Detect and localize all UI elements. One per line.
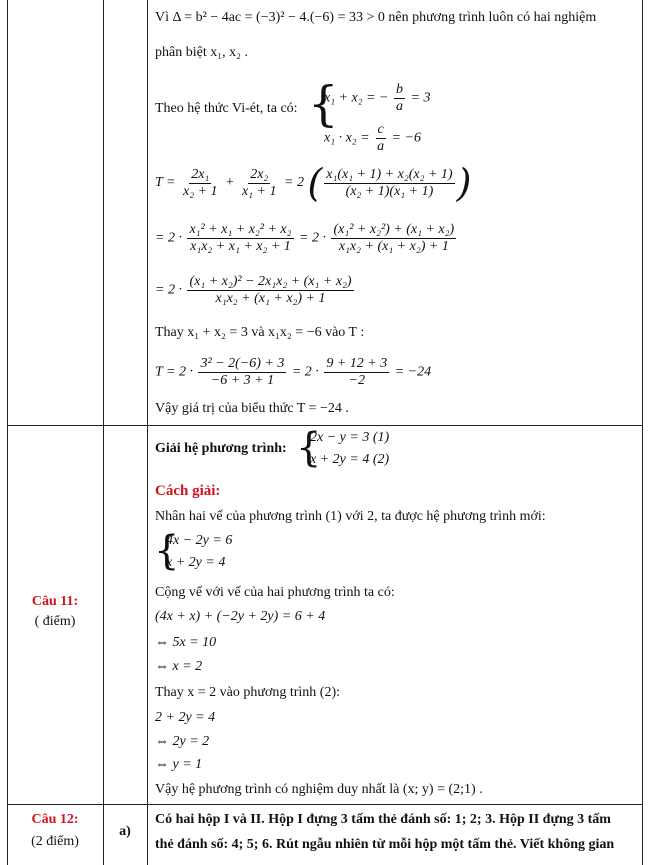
new-equation-1: 4x − 2y = 6 bbox=[166, 533, 233, 548]
vieta-intro: Theo hệ thức Vi-ét, ta có: bbox=[155, 101, 298, 116]
sum-equation: (4x + x) + (−2y + 2y) = 6 + 4 bbox=[155, 609, 326, 624]
table-border-right bbox=[642, 0, 643, 865]
part-a-label: a) bbox=[119, 824, 131, 839]
question-11-label bbox=[7, 594, 103, 630]
vieta-system bbox=[308, 70, 448, 154]
expression-t-line1: T = $\frac{\text{2x₁}}{\text{x₂ + 1}}$ + $\frac{\text{2x₂}}{\text{x₁ + 1}}$ = 2 ( $\frac{\text{x₁(x₁ + 1) + x₂(x₂ + 1)}}{\text{(x₂ + 1)(x₁ + 1)}}$ ) bbox=[155, 161, 472, 205]
system-brace: { bbox=[296, 425, 322, 471]
question-12-label bbox=[7, 812, 103, 850]
equation-1: 2x − y = 3 (1) bbox=[310, 430, 390, 445]
system-brace: { bbox=[154, 528, 180, 574]
system-brace: { bbox=[308, 76, 339, 132]
result-2y: ⇔ 2y = 2 bbox=[155, 734, 210, 749]
question-12-points: (2 điểm) bbox=[31, 834, 79, 849]
system-solution: Vậy hệ phương trình có nghiệm duy nhất là (x; y) = (2;1) . bbox=[155, 782, 483, 797]
expression-t-evaluated: T = 2 · $\frac{\text{3² − 2(−6) + 3}}{-6 + 3 + 1}$ = 2 · $\frac{9 + 12 + 3}{-2}$ = −24 bbox=[155, 356, 432, 388]
problem-statement: Giải hệ phương trình: bbox=[155, 441, 287, 456]
question-12-title: Câu 12: bbox=[31, 812, 79, 827]
new-equation-2: x + 2y = 4 bbox=[166, 555, 226, 570]
new-system bbox=[154, 528, 274, 575]
question-12-text-line2: thẻ đánh số: 4; 5; 6. Rút ngẫu nhiên từ mỗi hộp một tấm thẻ. Viết không gian bbox=[155, 837, 615, 852]
value-conclusion: Vậy giá trị của biểu thức T = −24 . bbox=[155, 401, 349, 416]
result-x: ⇔ x = 2 bbox=[155, 659, 203, 674]
distinct-roots-line: phân biệt x₁, x₂ . bbox=[155, 45, 248, 60]
given-system bbox=[296, 425, 446, 472]
row-divider-1 bbox=[7, 425, 643, 426]
result-y: ⇔ y = 1 bbox=[155, 757, 203, 772]
subst-equation: 2 + 2y = 4 bbox=[155, 710, 216, 725]
question-11-title: Câu 11: bbox=[31, 594, 79, 609]
row-divider-2 bbox=[7, 804, 643, 805]
expression-t-line2: = 2 · $\frac{\text{x₁² + x₁ + x₂² + x₂}}{\text{x₁x₂ + x₁ + x₂ + 1}}$ = 2 · $\frac{\text{(x₁² + x₂²) + (x₁ + x₂)}}{\text{x₁x₂ + (x₁ + x₂) + 1}}$ bbox=[155, 222, 455, 254]
table-col-divider-1 bbox=[103, 0, 104, 865]
step-substitute: Thay x = 2 vào phương trình (2): bbox=[155, 685, 341, 700]
method-heading: Cách giải: bbox=[155, 483, 221, 499]
discriminant-line: Vì Δ = b² − 4ac = (−3)² − 4.(−6) = 33 > 0 nên phương trình luôn có hai nghiệm bbox=[155, 10, 597, 25]
vieta-sum: x₁ + x₂ = − $\frac{b}{a}$ = 3 bbox=[324, 82, 431, 114]
result-5x: ⇔ 5x = 10 bbox=[155, 635, 217, 650]
question-12-text-line1: Có hai hộp I và II. Hộp I đựng 3 tấm thẻ đánh số: 1; 2; 3. Hộp II đựng 3 tấm bbox=[155, 812, 611, 827]
step-add: Cộng vế với vế của hai phương trình ta có: bbox=[155, 585, 395, 600]
step-multiply: Nhân hai vế của phương trình (1) với 2, ta được hệ phương trình mới: bbox=[155, 509, 546, 524]
expression-t-line3: = 2 · $\frac{\text{(x₁ + x₂)² − 2x₁x₂ + (x₁ + x₂)}}{\text{x₁x₂ + (x₁ + x₂) + 1}}$ bbox=[155, 274, 352, 306]
vieta-product: x₁ · x₂ = $\frac{c}{a}$ = −6 bbox=[324, 122, 422, 154]
question-11-points: ( điểm) bbox=[34, 614, 76, 629]
substitution-line: Thay x₁ + x₂ = 3 và x₁x₂ = −6 vào T : bbox=[155, 325, 365, 340]
table-border-left bbox=[7, 0, 8, 865]
equation-2: x + 2y = 4 (2) bbox=[310, 452, 390, 467]
table-col-divider-2 bbox=[147, 0, 148, 865]
